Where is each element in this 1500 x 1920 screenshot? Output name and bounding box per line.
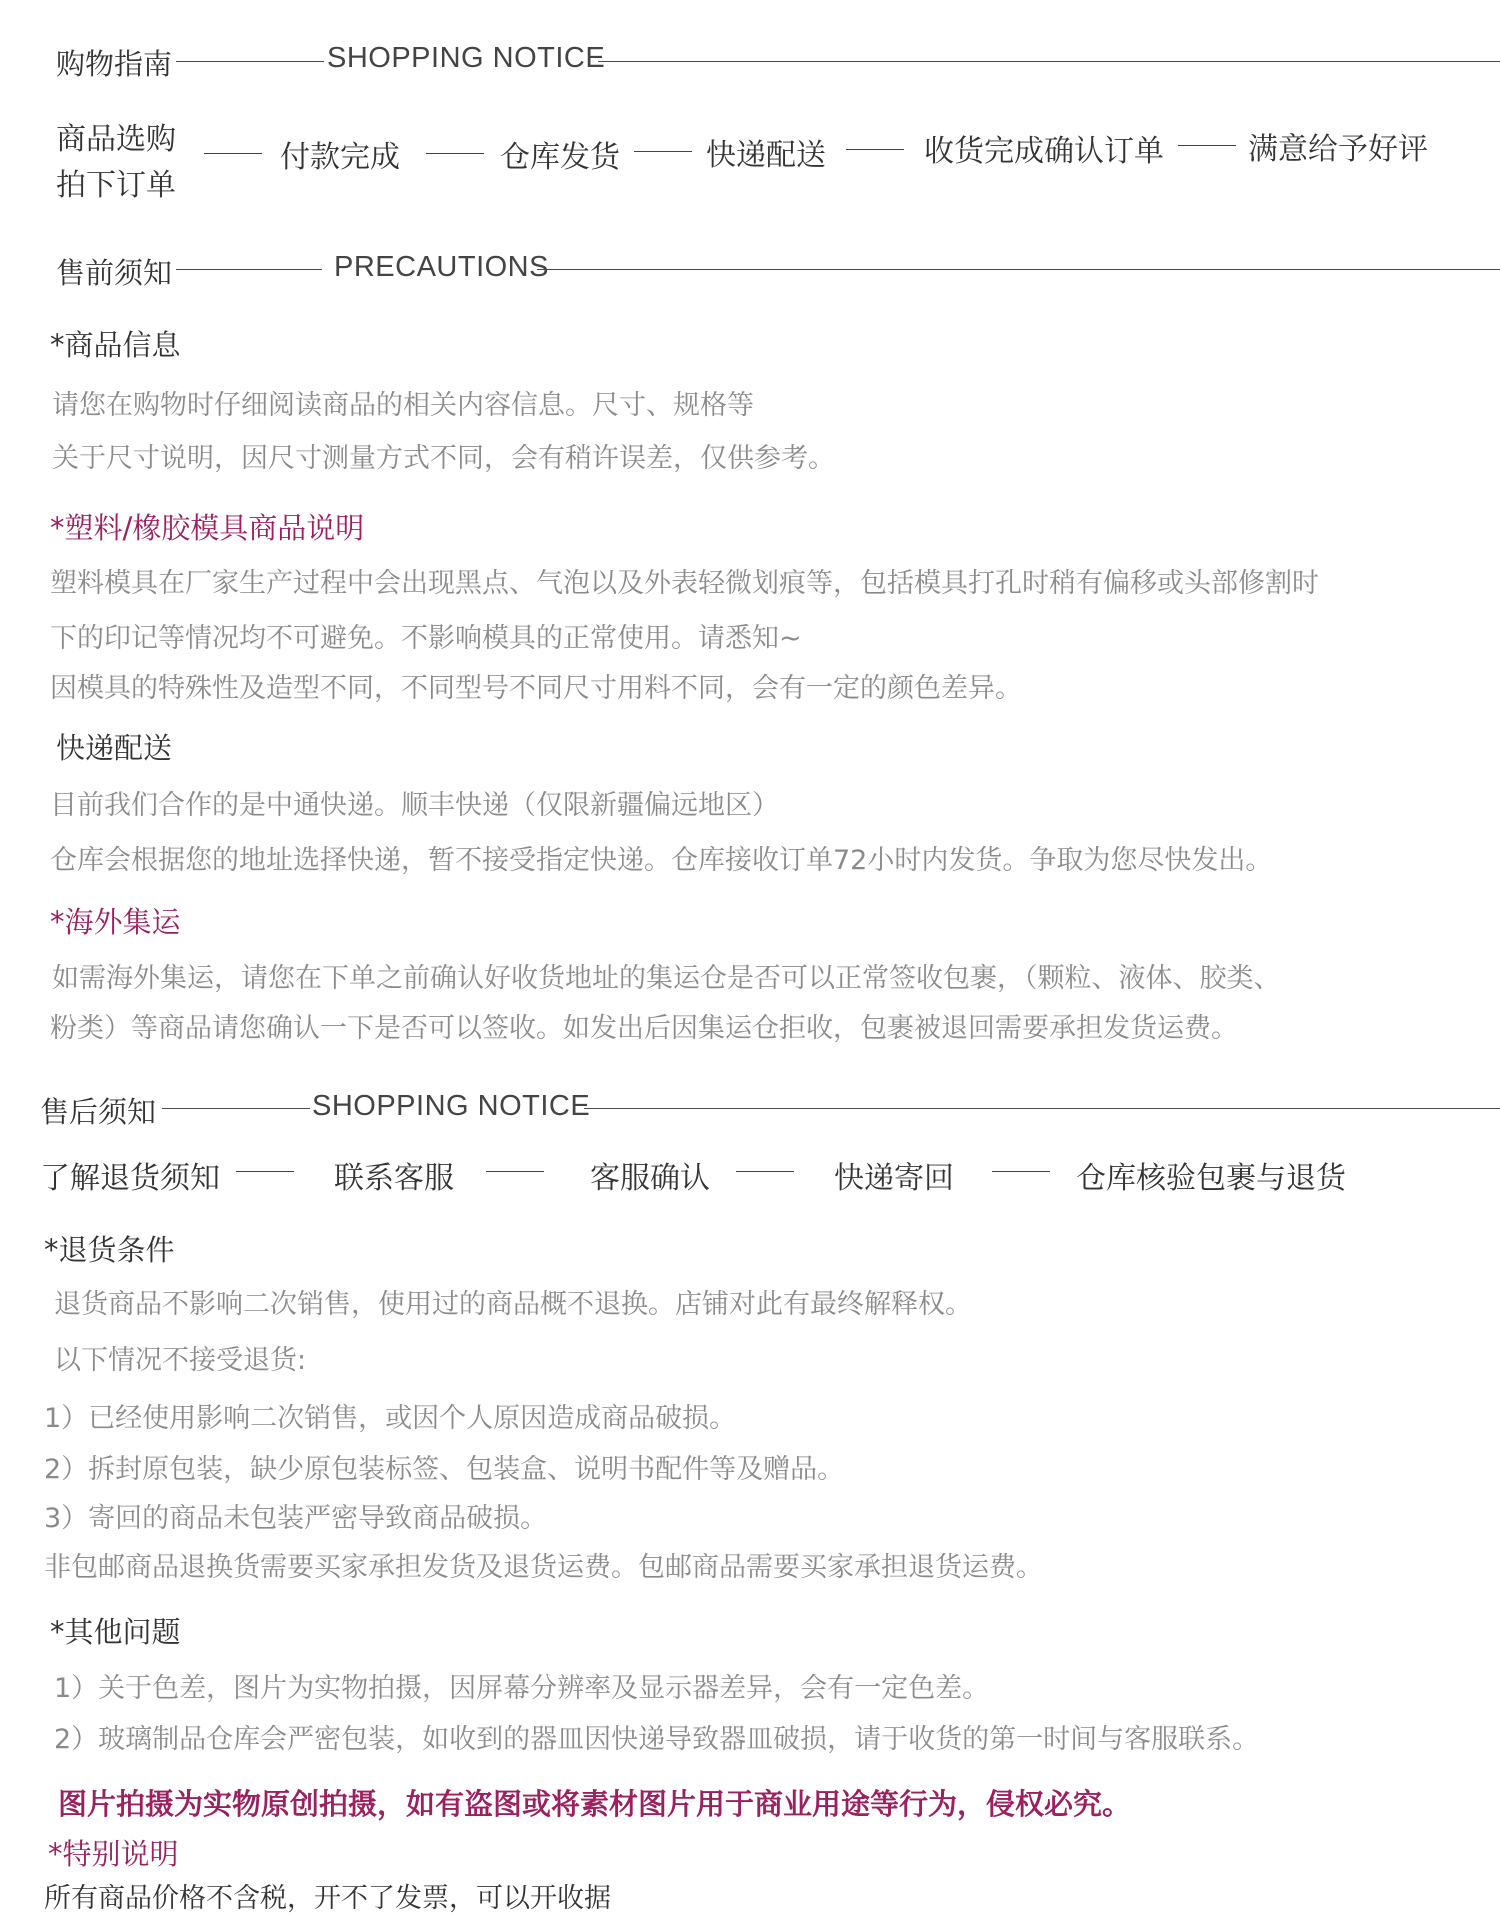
process-connector <box>634 151 692 152</box>
return-conditions-line: 1）已经使用影响二次销售，或因个人原因造成商品破损。 <box>44 1403 737 1434</box>
return-step: 快递寄回 <box>834 1161 954 1196</box>
process-connector <box>736 1171 794 1172</box>
section-divider <box>598 61 1500 62</box>
section-title-en: SHOPPING NOTICE <box>312 1090 591 1122</box>
precautions-header <box>0 251 1500 297</box>
process-step: 仓库发货 <box>500 140 620 175</box>
section-title-cn: 售前须知 <box>56 256 173 290</box>
mold-note-line: 下的印记等情况均不可避免。不影响模具的正常使用。请悉知~ <box>50 623 802 654</box>
process-step: 付款完成 <box>280 140 400 175</box>
after-sales-header <box>0 1090 1500 1136</box>
process-connector <box>1178 145 1236 146</box>
product-info-line: 请您在购物时仔细阅读商品的相关内容信息。尺寸、规格等 <box>52 390 754 421</box>
return-conditions-heading: *退货条件 <box>44 1233 175 1267</box>
shopping-guide-header <box>0 42 1500 88</box>
process-step: 收货完成确认订单 <box>924 134 1164 169</box>
return-conditions-line: 3）寄回的商品未包装严密导致商品破损。 <box>44 1503 548 1534</box>
section-divider <box>176 269 322 270</box>
delivery-heading: 快递配送 <box>56 731 173 765</box>
process-step: 快递配送 <box>706 138 826 173</box>
section-title-cn: 售后须知 <box>40 1095 157 1129</box>
process-connector <box>846 149 904 150</box>
product-info-heading: *商品信息 <box>50 328 181 362</box>
section-title-en: PRECAUTIONS <box>334 251 549 283</box>
overseas-line: 粉类）等商品请您确认一下是否可以签收。如发出后因集运仓拒收，包裹被退回需要承担发货运费。 <box>50 1013 1238 1044</box>
section-title-cn: 购物指南 <box>56 47 173 81</box>
return-conditions-line: 以下情况不接受退货: <box>54 1345 307 1376</box>
special-note-text: 所有商品价格不含税，开不了发票，可以开收据 <box>44 1883 611 1914</box>
return-conditions-line: 非包邮商品退换货需要买家承担发货及退货运费。包邮商品需要买家承担退货运费。 <box>44 1552 1043 1583</box>
product-info-line: 关于尺寸说明，因尺寸测量方式不同，会有稍许误差，仅供参考。 <box>52 443 835 474</box>
process-step: 拍下订单 <box>56 168 176 203</box>
process-step: 满意给予好评 <box>1248 132 1428 167</box>
section-divider <box>162 1108 310 1109</box>
delivery-line: 目前我们合作的是中通快递。顺丰快递（仅限新疆偏远地区） <box>50 790 779 821</box>
overseas-heading: *海外集运 <box>50 905 181 939</box>
mold-note-line: 塑料模具在厂家生产过程中会出现黑点、气泡以及外表轻微划痕等，包括模具打孔时稍有偏移或头部修割时 <box>50 568 1319 599</box>
process-connector <box>236 1171 294 1172</box>
process-connector <box>426 153 484 154</box>
section-divider <box>584 1108 1500 1109</box>
process-step: 商品选购 <box>56 122 176 157</box>
other-issues-line: 1）关于色差，图片为实物拍摄，因屏幕分辨率及显示器差异，会有一定色差。 <box>54 1673 990 1704</box>
overseas-line: 如需海外集运，请您在下单之前确认好收货地址的集运仓是否可以正常签收包裹，（颗粒、液体、胶类、 <box>52 963 1281 994</box>
delivery-line: 仓库会根据您的地址选择快递，暂不接受指定快递。仓库接收订单72小时内发货。争取为您尽快发出。 <box>50 845 1273 876</box>
special-note-heading: *特别说明 <box>48 1837 179 1871</box>
process-connector <box>992 1171 1050 1172</box>
return-step: 仓库核验包裹与退货 <box>1076 1161 1346 1196</box>
return-step: 了解退货须知 <box>40 1161 220 1196</box>
process-connector <box>486 1171 544 1172</box>
mold-note-line: 因模具的特殊性及造型不同，不同型号不同尺寸用料不同，会有一定的颜色差异。 <box>50 673 1022 704</box>
mold-note-heading: *塑料/橡胶模具商品说明 <box>50 511 365 545</box>
process-connector <box>204 153 262 154</box>
other-issues-line: 2）玻璃制品仓库会严密包装，如收到的器皿因快递导致器皿破损，请于收货的第一时间与客服联系。 <box>54 1724 1260 1755</box>
return-conditions-line: 2）拆封原包装，缺少原包装标签、包装盒、说明书配件等及赠品。 <box>44 1454 845 1485</box>
other-issues-heading: *其他问题 <box>50 1615 181 1649</box>
return-step: 联系客服 <box>334 1161 454 1196</box>
section-title-en: SHOPPING NOTICE <box>327 42 606 74</box>
section-divider <box>537 269 1500 270</box>
section-divider <box>176 61 324 62</box>
return-step: 客服确认 <box>590 1161 710 1196</box>
return-conditions-line: 退货商品不影响二次销售，使用过的商品概不退换。店铺对此有最终解释权。 <box>54 1289 972 1320</box>
copyright-warning: 图片拍摄为实物原创拍摄，如有盗图或将素材图片用于商业用途等行为，侵权必究。 <box>58 1787 1132 1821</box>
